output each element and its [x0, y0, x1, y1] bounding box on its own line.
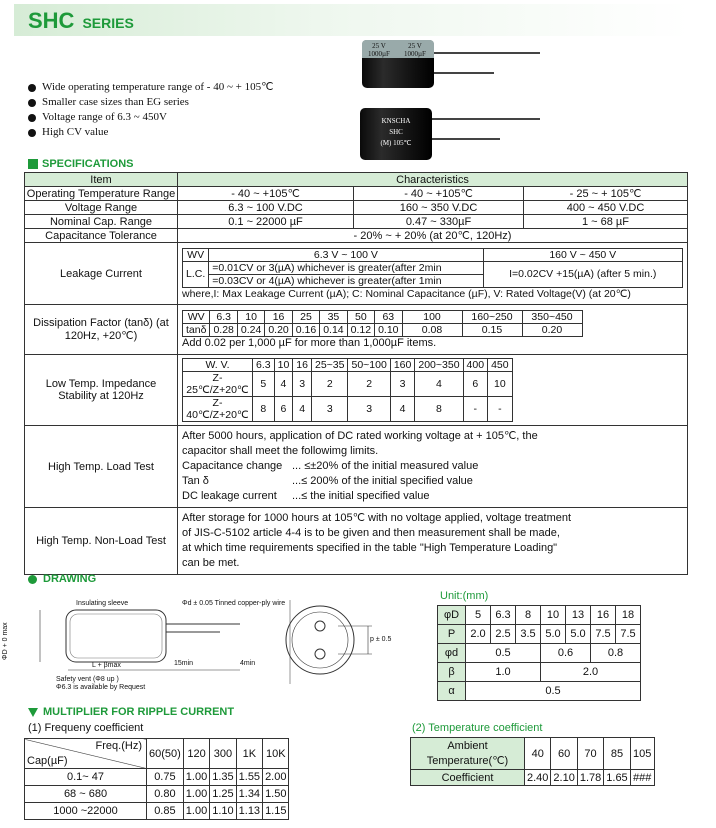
lowtemp-r1-cell: 10	[488, 372, 513, 397]
table-row: Capacitance Tolerance - 20% ~ + 20% (at 20℃, 120Hz)	[25, 229, 688, 243]
freq-title: (1) Frequeny coefficient	[28, 722, 144, 734]
lowtemp-cell	[178, 355, 688, 426]
table-row: Operating Temperature Range - 40 ~ +105℃ - 40 ~ +105℃ - 25 ~ + 105℃	[25, 187, 688, 201]
feature-item: High CV value	[28, 125, 273, 140]
df-tan-cell: 0.15	[462, 324, 522, 337]
df-tan-cell: 0.14	[320, 324, 347, 337]
coef-cell: 2.10	[551, 770, 577, 786]
table-row: Leakage Current WV 6.3 V ~ 100 V 160 V ~ 450 V L.C. =0.01CV or 3(µA) whichever is greater(after 2min I=0.02CV +15(µA) (after 5 min.) =0.03CV or 4(µA) whichever is greater(after 1min where,I: Max Leakage Current (µA); C: Nominal Capacitance (µF), V: Rated Voltage(V) (at 20℃)	[25, 243, 688, 305]
lowtemp-wv-cell: 16	[293, 359, 312, 372]
lowtemp-r2-cell: -	[488, 397, 513, 422]
series-code: SHC	[28, 8, 75, 33]
bullet-icon	[28, 114, 36, 122]
lowtemp-r1-cell: 3	[293, 372, 312, 397]
table-row: Voltage Range 6.3 ~ 100 V.DC 160 ~ 350 V.DC 400 ~ 450 V.DC	[25, 201, 688, 215]
df-table: WV 6.3 10 16 25 35 50 63 100 160~250 350~450 tanδ 0.28 0.24 0.20 0.16 0.14 0.12 0.10 0.08 0.15 0.20	[182, 310, 583, 337]
lowtemp-wv-cell: 400	[463, 359, 488, 372]
df-wv-cell: 63	[375, 311, 402, 324]
cap-brand: KNSCHA	[381, 117, 411, 125]
freq-cell: 60(50)	[147, 739, 184, 769]
temp-cell: 105	[630, 738, 654, 770]
leakage-cell	[178, 243, 688, 305]
df-tan-cell: 0.20	[265, 324, 292, 337]
lowtemp-wv-cell: 160	[390, 359, 415, 372]
col-characteristics: Characteristics	[178, 173, 688, 187]
cap-series: SHC	[389, 128, 403, 136]
feature-item: Wide operating temperature range of - 40 ~ + 105℃	[28, 80, 273, 95]
lowtemp-r1-cell: 3	[390, 372, 415, 397]
bullet-icon	[28, 129, 36, 137]
insulating-sleeve-label: Insulating sleeve	[76, 600, 129, 607]
pitch-cell: 7.5	[616, 625, 641, 644]
lead-wire	[434, 52, 540, 54]
phiD-cell: 10	[541, 606, 566, 625]
lowtemp-table: W. V. 6.3 10 16 25~35 50~100 160 200~350 400 450 Z-25℃/Z+20℃ 5 4 3 2 2 3 4 6 10 Z-40℃/Z+20℃ 8 6 4 3 3 4 8 - -	[182, 358, 513, 422]
lowtemp-wv-cell: 10	[274, 359, 293, 372]
temp-cell: 70	[577, 738, 603, 770]
temp-cell: 40	[525, 738, 551, 770]
phiD-cell: 18	[616, 606, 641, 625]
feature-item: Voltage range of 6.3 ~ 450V	[28, 110, 273, 125]
cap-label-2b: 1000µF	[404, 50, 426, 58]
phiD-cell: 5	[466, 606, 491, 625]
df-note: Add 0.02 per 1,000 µF for more than 1,000µF items.	[182, 337, 437, 349]
specifications-heading: SPECIFICATIONS	[28, 158, 133, 170]
df-wv-cell: 25	[292, 311, 319, 324]
pitch-cell: 2.0	[466, 625, 491, 644]
lowtemp-wv-cell: 6.3	[253, 359, 275, 372]
square-icon	[28, 159, 38, 169]
pitch-cell: 5.0	[566, 625, 591, 644]
lowtemp-r1-cell: 2	[311, 372, 348, 397]
pitch-cell: 2.5	[491, 625, 516, 644]
phiD-cell: 8	[516, 606, 541, 625]
lowtemp-r1-cell: 2	[348, 372, 390, 397]
drawing-heading: DRAWING	[28, 573, 96, 585]
frequency-table: Freq.(Hz) Cap(µF) 60(50) 120 300 1K 10K 0.1~ 47 0.75 1.00 1.35 1.55 2.00 68 ~ 680 0.80 1.00 1.25 1.34 1.50 1000 ~22000 0.85 1.00 1.10 1.13 1.15	[24, 738, 289, 820]
pitch-cell: 3.5	[516, 625, 541, 644]
series-word: SERIES	[82, 15, 134, 31]
pitch-cell: 7.5	[591, 625, 616, 644]
temp-cell: 60	[551, 738, 577, 770]
df-tan-cell: 0.16	[292, 324, 319, 337]
df-tan-cell: 0.12	[347, 324, 374, 337]
phiD-cell: 16	[591, 606, 616, 625]
lowtemp-r2-cell: -	[463, 397, 488, 422]
triangle-icon	[28, 708, 38, 717]
df-wv-cell: 16	[265, 311, 292, 324]
df-tan-cell: 0.24	[237, 324, 264, 337]
nonload-test-cell: After storage for 1000 hours at 105℃ with no voltage applied, voltage treatment of JIS-C-5102 article 4-4 is to be given and then measurement shall be made, at which time requirements specified in the table "High Temperature Loading" can be met.	[178, 508, 688, 575]
lowtemp-wv-cell: 25~35	[311, 359, 348, 372]
coef-cell: 1.65	[604, 770, 630, 786]
lead-wire-label: Φd ± 0.05 Tinned copper-ply wire	[182, 600, 286, 607]
df-tan-cell: 0.28	[210, 324, 237, 337]
table-row: High Temp. Non-Load Test After storage for 1000 hours at 105℃ with no voltage applied, voltage treatment of JIS-C-5102 article 4-4 is to be given and then measurement shall be made, at which time requirements specified in the table "High Temperature Loading" can be met.	[25, 508, 688, 575]
feature-item: Smaller case sizes than EG series	[28, 95, 273, 110]
safety-vent-label: Safety vent (Φ8 up )	[56, 676, 119, 683]
pitch-cell: 5.0	[541, 625, 566, 644]
df-wv-cell: 350~450	[522, 311, 582, 324]
lowtemp-r2-cell: 3	[311, 397, 348, 422]
lead-wire	[434, 72, 494, 74]
table-row: 0.1~ 47 0.75 1.00 1.35 1.55 2.00	[25, 769, 289, 786]
lowtemp-wv-cell: 50~100	[348, 359, 390, 372]
pitch-label: p ± 0.5	[370, 636, 392, 643]
lowtemp-r2-cell: 8	[415, 397, 463, 422]
lead-wire	[432, 138, 500, 140]
df-tan-cell: 0.20	[522, 324, 582, 337]
unit-caption: Unit:(mm)	[440, 590, 489, 602]
df-wv-cell: 10	[237, 311, 264, 324]
lowtemp-r2-cell: 4	[390, 397, 415, 422]
phiD-cell: 6.3	[491, 606, 516, 625]
lowtemp-r2-cell: 4	[293, 397, 312, 422]
len4-label: 4min	[240, 660, 256, 667]
dimension-table: φD 5 6.3 8 10 13 16 18 P 2.0 2.5 3.5 5.0 5.0 7.5 7.5 φd 0.5 0.6 0.8 β 1.0 2.0 α 0.5	[437, 605, 641, 701]
freq-cell: 10K	[263, 739, 289, 769]
table-row: Nominal Cap. Range 0.1 ~ 22000 µF 0.47 ~ 330µF 1 ~ 68 µF	[25, 215, 688, 229]
circle-icon	[28, 575, 37, 584]
lead-wire	[432, 118, 540, 120]
temperature-table: Ambient Temperature(℃) 40 60 70 85 105 Coefficient 2.40 2.10 1.78 1.65 ###	[410, 737, 655, 786]
coef-cell: 1.78	[577, 770, 603, 786]
temp-title: (2) Temperature coefficient	[412, 722, 543, 734]
freq-cell: 300	[210, 739, 236, 769]
lowtemp-wv-cell: 450	[488, 359, 513, 372]
df-wv-cell: 100	[402, 311, 462, 324]
df-wv-cell: 160~250	[462, 311, 522, 324]
table-row: High Temp. Load Test After 5000 hours, application of DC rated working voltage at + 105℃, the capacitor shall meet the followimg limits. Capacitance change ... ≤±20% of the initial measured value Tan δ ...≤ 200% of the initial specified value DC leakage current ...≤ the initial specified value	[25, 426, 688, 508]
coef-cell: 2.40	[525, 770, 551, 786]
lowtemp-wv-cell: 200~350	[415, 359, 463, 372]
lowtemp-r1-cell: 4	[274, 372, 293, 397]
df-cell	[178, 305, 688, 355]
load-test-cell: After 5000 hours, application of DC rated working voltage at + 105℃, the capacitor shall meet the followimg limits. Capacitance change ... ≤±20% of the initial measured value Tan δ ...≤ 200% of the initial specified value DC leakage current ...≤ the initial specified value	[178, 426, 688, 508]
lowtemp-r2-cell: 6	[274, 397, 293, 422]
cap-label-1b: 1000µF	[368, 50, 390, 58]
table-row: Dissipation Factor (tanδ) (at 120Hz, +20℃) WV 6.3 10 16 25 35 50 63 100 160~250 350~450 tanδ 0.28 0.24 0.20 0.16 0.14 0.12 0.10 0.08 0.15 0.20 Add 0.02 per 1,000 µF for more than 1,000µF items.	[25, 305, 688, 355]
lowtemp-r2-cell: 3	[348, 397, 390, 422]
feature-list	[28, 80, 273, 140]
bullet-icon	[28, 84, 36, 92]
df-wv-cell: 35	[320, 311, 347, 324]
multiplier-heading: MULTIPLIER FOR RIPPLE CURRENT	[28, 706, 234, 718]
length-label: L + βmax	[92, 662, 121, 669]
specifications-table	[24, 172, 688, 575]
lowtemp-r1-cell: 5	[253, 372, 275, 397]
df-tan-cell: 0.08	[402, 324, 462, 337]
freq-cell: 120	[183, 739, 209, 769]
safety-request-label: Φ6.3 is available by Request	[56, 684, 146, 691]
table-row: Low Temp. Impedance Stability at 120Hz W. V. 6.3 10 16 25~35 50~100 160 200~350 400 450 Z-25℃/Z+20℃ 5 4 3 2 2 3 4 6 10 Z-40℃/Z+20℃ 8 6 4 3 3 4 8 - -	[25, 355, 688, 426]
cap-label-2: 25 V	[408, 42, 422, 50]
lowtemp-r1-cell: 4	[415, 372, 463, 397]
cap-spec: (M) 105℃	[380, 139, 412, 147]
lowtemp-r2-cell: 8	[253, 397, 275, 422]
bullet-icon	[28, 99, 36, 107]
leakage-table: WV 6.3 V ~ 100 V 160 V ~ 450 V L.C. =0.01CV or 3(µA) whichever is greater(after 2min I=0.02CV +15(µA) (after 5 min.) =0.03CV or 4(µA) whichever is greater(after 1min	[182, 248, 683, 288]
lowtemp-r1-cell: 6	[463, 372, 488, 397]
leakage-note: where,I: Max Leakage Current (µA); C: Nominal Capacitance (µF), V: Rated Voltage(V) (at 20℃)	[182, 287, 631, 300]
cap-label-1: 25 V	[372, 42, 386, 50]
col-item: Item	[25, 173, 178, 187]
capacitor-top-photo	[362, 40, 434, 88]
temp-cell: 85	[604, 738, 630, 770]
phiD-cell: 13	[566, 606, 591, 625]
diameter-label: ΦD + 0 max	[2, 622, 9, 660]
freq-cell: 1K	[236, 739, 262, 769]
df-wv-cell: 50	[347, 311, 374, 324]
coef-cell: ###	[630, 770, 654, 786]
capacitor-side-photo	[360, 108, 432, 160]
len15-label: 15min	[174, 660, 194, 667]
df-wv-cell: 6.3	[210, 311, 237, 324]
df-tan-cell: 0.10	[375, 324, 402, 337]
series-title	[28, 8, 134, 34]
table-row: 68 ~ 680 0.80 1.00 1.25 1.34 1.50	[25, 786, 289, 803]
table-row: 1000 ~22000 0.85 1.00 1.10 1.13 1.15	[25, 803, 289, 820]
